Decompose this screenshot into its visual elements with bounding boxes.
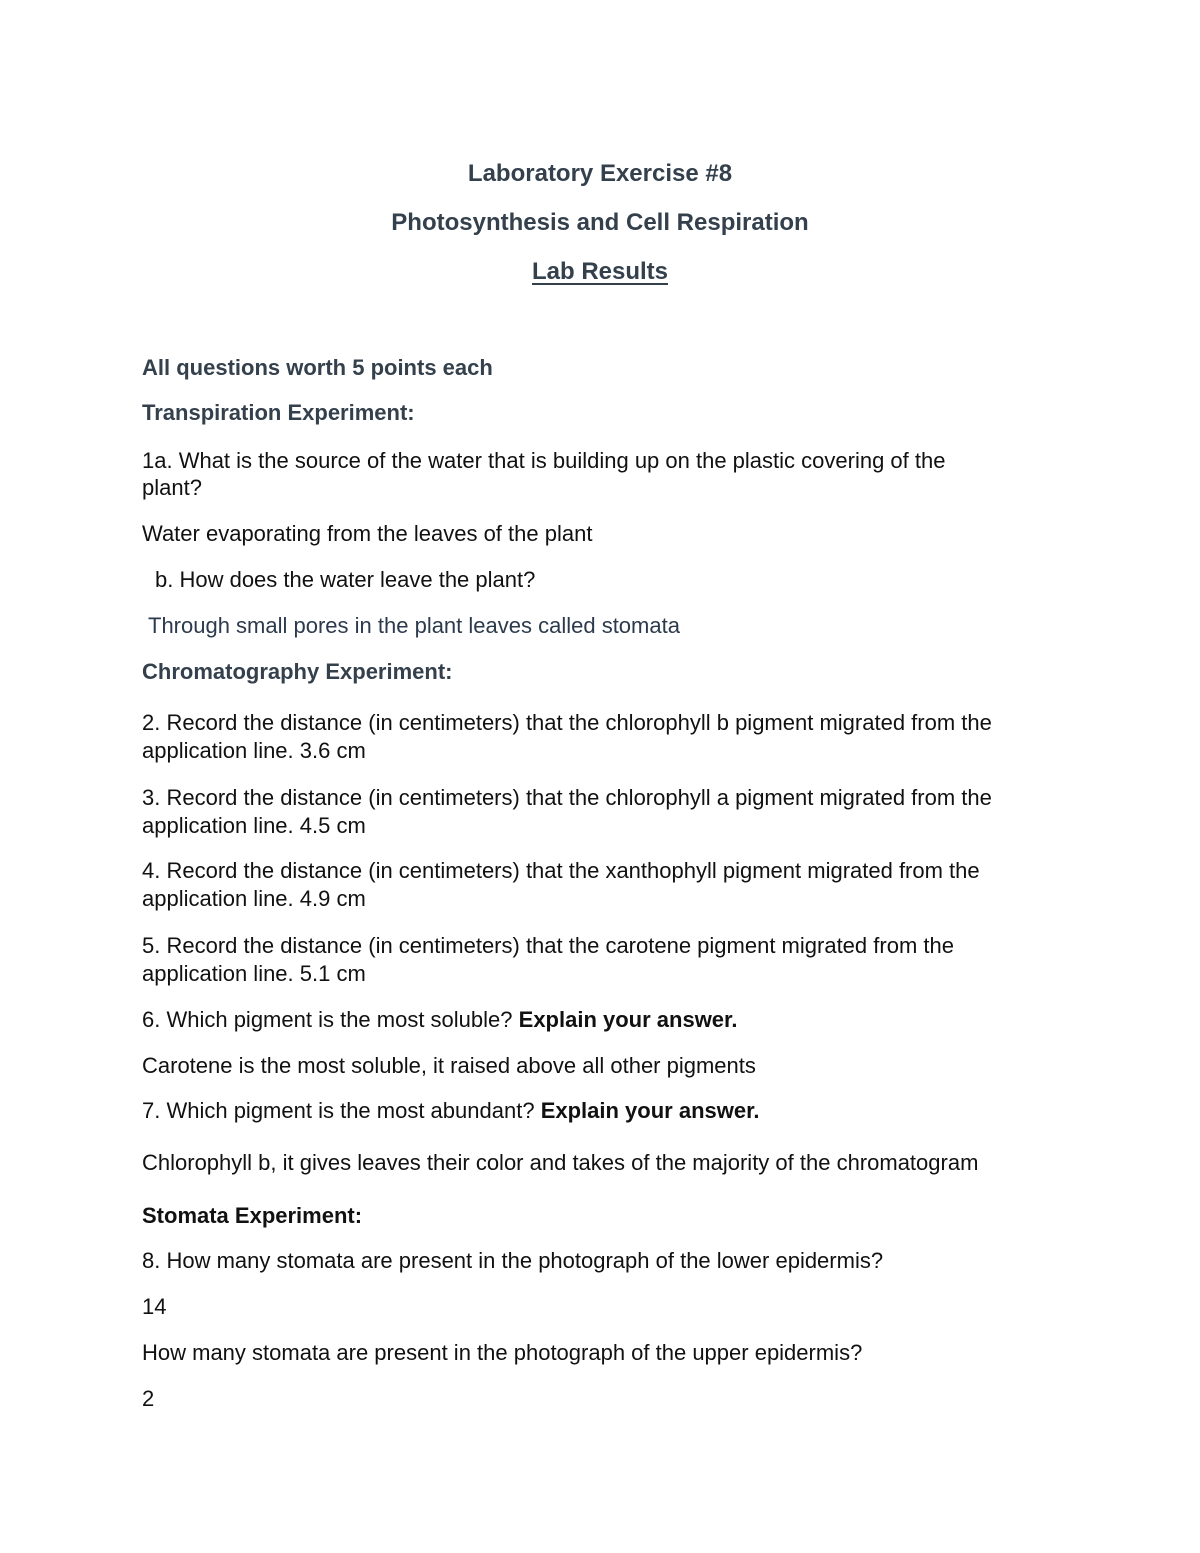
question-4-line1: 4. Record the distance (in centimeters) that the xanthophyll pigment migrated from the: [142, 858, 980, 883]
question-8: 8. How many stomata are present in the photograph of the lower epidermis?: [142, 1248, 884, 1273]
question-5-line1: 5. Record the distance (in centimeters) that the carotene pigment migrated from the: [142, 933, 954, 958]
intro-note: All questions worth 5 points each: [142, 355, 493, 380]
question-3-line2: application line. 4.5 cm: [142, 813, 366, 838]
question-1a-line2: plant?: [142, 475, 202, 500]
answer-7: Chlorophyll b, it gives leaves their color and takes of the majority of the chromatogram: [142, 1150, 979, 1175]
doc-title: Laboratory Exercise #8: [467, 160, 733, 187]
chromatography-heading: Chromatography Experiment:: [142, 659, 453, 684]
question-6: [142, 1006, 738, 1034]
question-7-emphasis: Explain your answer.: [540, 1098, 760, 1123]
stomata-heading: Stomata Experiment:: [142, 1203, 363, 1228]
answer-1b: Through small pores in the plant leaves called stomata: [148, 613, 680, 638]
question-7: [142, 1097, 760, 1125]
question-6-emphasis: Explain your answer.: [518, 1007, 738, 1032]
answer-8b: 2: [142, 1386, 155, 1411]
answer-1a: Water evaporating from the leaves of the plant: [142, 521, 593, 546]
question-2-line1: 2. Record the distance (in centimeters) that the chlorophyll b pigment migrated from the: [142, 710, 992, 735]
question-1b: b. How does the water leave the plant?: [155, 567, 536, 592]
question-5-line2: application line. 5.1 cm: [142, 961, 366, 986]
question-2-line2: application line. 3.6 cm: [142, 738, 366, 763]
question-6-text: 6. Which pigment is the most soluble?: [142, 1007, 513, 1032]
question-7-text: 7. Which pigment is the most abundant?: [142, 1098, 535, 1123]
question-4-line2: application line. 4.9 cm: [142, 886, 366, 911]
doc-section-title-wrap: [0, 258, 1200, 286]
answer-8: 14: [142, 1294, 167, 1319]
question-8b: How many stomata are present in the photograph of the upper epidermis?: [142, 1340, 863, 1365]
question-3-line1: 3. Record the distance (in centimeters) that the chlorophyll a pigment migrated from the: [142, 785, 992, 810]
doc-subtitle: Photosynthesis and Cell Respiration: [391, 209, 809, 236]
answer-6: Carotene is the most soluble, it raised above all other pigments: [142, 1053, 756, 1078]
transpiration-heading: Transpiration Experiment:: [142, 400, 415, 425]
doc-section-title: Lab Results: [531, 258, 669, 285]
question-1a-line1: 1a. What is the source of the water that is building up on the plastic covering of the: [142, 448, 946, 473]
